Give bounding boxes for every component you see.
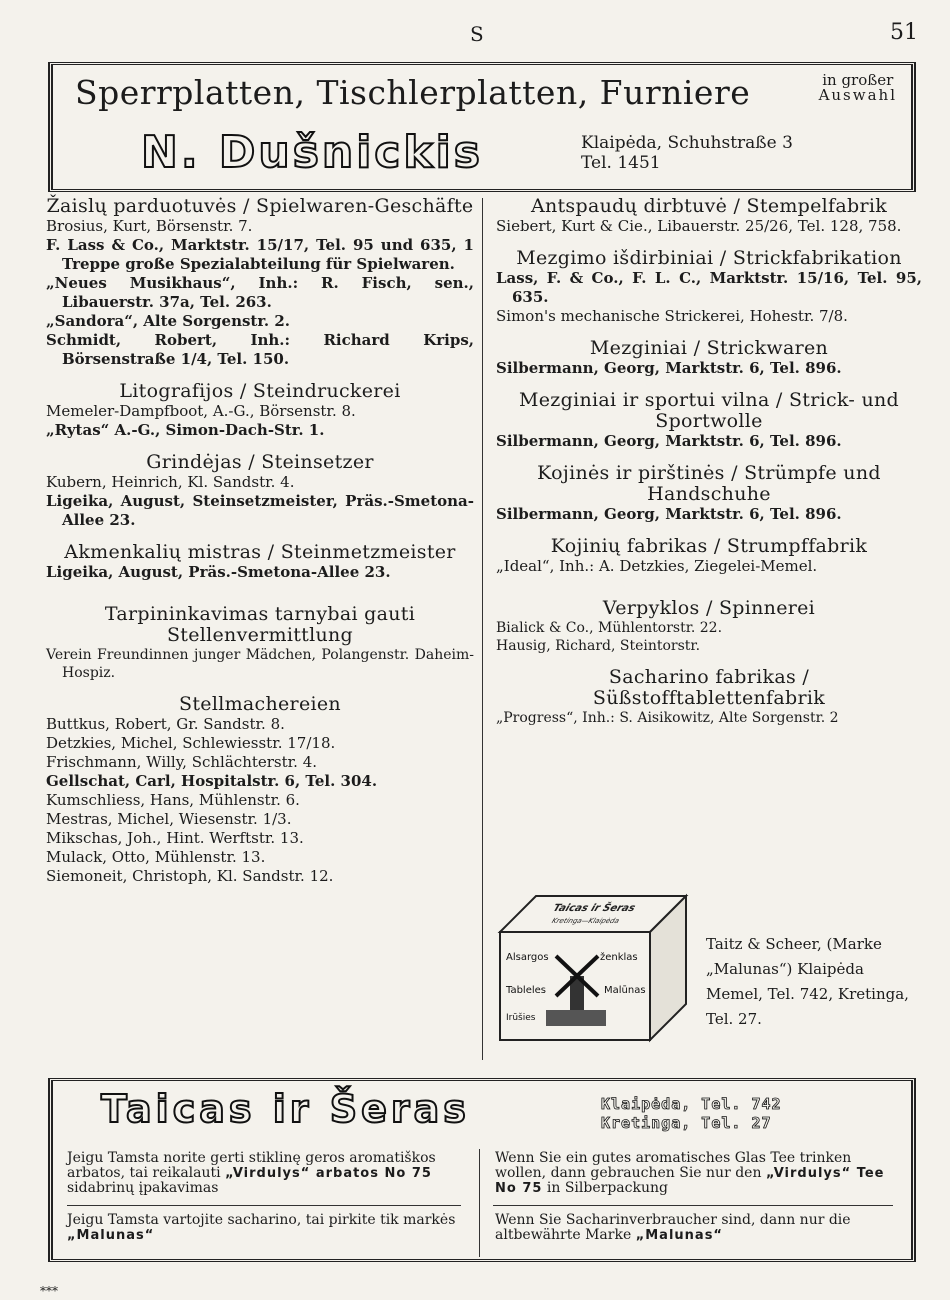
directory-section	[46, 196, 474, 369]
cell-text: Jeigu Tamsta vartojite sacharino, tai pirkite tik markės	[67, 1212, 456, 1228]
section-heading: Antspaudų dirbtuvė / Stempelfabrik	[530, 195, 888, 217]
directory-entry: Kumschliess, Hans, Mühlenstr. 6.	[46, 791, 300, 809]
ad-products-line: Sperrplatten, Tischlerplatten, Furniere	[75, 73, 751, 112]
section-heading: Mezginiai / Strickwaren	[589, 337, 829, 359]
directory-entry: Siemoneit, Christoph, Kl. Sandstr. 12.	[46, 867, 334, 885]
section-heading: Mezginiai ir sportui vilna / Strick- und Sportwolle	[519, 389, 899, 432]
directory-entry: „Neues Musikhaus“, Inh.: R. Fisch, sen., Libauerstr. 37a, Tel. 263.	[46, 274, 474, 311]
left-column	[46, 196, 474, 898]
directory-entry: „Progress“, Inh.: S. Aisikowitz, Alte Sorgenstr. 2	[496, 710, 839, 726]
bottom-ad-phone-line: Kretinga, Tel. 27	[601, 1114, 772, 1132]
directory-entry: Silbermann, Georg, Marktstr. 6, Tel. 896.	[496, 432, 842, 450]
box-ad-text: Taitz & Scheer, (Marke „Malunas“) Klaipėda Memel, Tel. 742, Kretinga, Tel. 27.	[706, 935, 909, 1028]
directory-entry: „Rytas“ A.-G., Simon-Dach-Str. 1.	[46, 421, 325, 439]
directory-section	[496, 463, 922, 524]
directory-section	[46, 542, 474, 582]
cell-text: sidabrinų įpakavimas	[67, 1180, 219, 1196]
footer-mark: ***	[40, 1284, 58, 1298]
section-heading: Žaislų parduotuvės / Spielwaren-Geschäfte	[46, 195, 474, 217]
directory-entry: Brosius, Kurt, Börsenstr. 7.	[46, 217, 253, 235]
cell-brand: „Malunas“	[67, 1228, 155, 1243]
bottom-ad-divider	[479, 1149, 480, 1257]
cell-brand: „Malunas“	[635, 1228, 723, 1243]
directory-entry: Gellschat, Carl, Hospitalstr. 6, Tel. 304.	[46, 772, 378, 790]
directory-entry: „Ideal“, Inh.: A. Detzkies, Ziegelei-Memel.	[496, 557, 818, 575]
directory-section	[496, 196, 922, 236]
directory-entry: Mestras, Michel, Wiesenstr. 1/3.	[46, 810, 292, 828]
bottom-ad-rule	[67, 1205, 461, 1206]
ad-selection-line: in großer	[822, 71, 894, 89]
directory-section	[496, 390, 922, 451]
directory-section	[46, 381, 474, 440]
directory-entry: Kubern, Heinrich, Kl. Sandstr. 4.	[46, 473, 295, 491]
cell-brand: „Virdulys“ Tee No 75	[495, 1166, 885, 1196]
ad-tel-line: Tel. 1451	[581, 153, 661, 173]
section-heading: Tarpininkavimas tarnybai gauti Stellenvermittlung	[104, 603, 416, 646]
directory-entry: F. Lass & Co., Marktstr. 15/17, Tel. 95 und 635, 1 Treppe große Spezialabteilung für Spielwaren.	[46, 236, 474, 273]
bottom-ad-rule	[493, 1205, 893, 1206]
directory-entry: Buttkus, Robert, Gr. Sandstr. 8.	[46, 715, 285, 733]
bottom-ad-cell	[495, 1151, 893, 1196]
section-heading: Kojinės ir pirštinės / Strümpfe und Handschuhe	[537, 462, 881, 505]
saccharin-box-illustration	[496, 892, 690, 1044]
section-heading: Litografijos / Steindruckerei	[119, 380, 401, 402]
directory-entry: Ligeika, August, Präs.-Smetona-Allee 23.	[46, 563, 391, 581]
directory-entry: Lass, F. & Co., F. L. C., Marktstr. 15/16, Tel. 95, 635.	[496, 269, 922, 306]
ad-company-address	[581, 133, 793, 173]
bottom-ad-cell	[495, 1213, 893, 1243]
directory-entry: Schmidt, Robert, Inh.: Richard Krips, Börsenstraße 1/4, Tel. 150.	[46, 331, 474, 368]
ad-company-name: N. Dušnickis	[141, 127, 483, 178]
directory-section	[496, 598, 922, 655]
directory-section	[496, 248, 922, 326]
directory-entry: Silbermann, Georg, Marktstr. 6, Tel. 896.	[496, 505, 842, 523]
directory-section	[46, 694, 474, 886]
directory-entry: Bialick & Co., Mühlentorstr. 22.	[496, 620, 723, 636]
directory-entry: Detzkies, Michel, Schlewiesstr. 17/18.	[46, 734, 336, 752]
directory-entry: Siebert, Kurt & Cie., Libauerstr. 25/26, Tel. 128, 758.	[496, 217, 902, 235]
directory-entry: Simon's mechanische Strickerei, Hohestr. 7/8.	[496, 307, 848, 325]
directory-entry: Frischmann, Willy, Schlächterstr. 4.	[46, 753, 318, 771]
box-lid-brand: Taicas ir Šeras	[551, 902, 637, 914]
directory-section	[46, 604, 474, 682]
box-label: Irūšies	[506, 1013, 536, 1023]
directory-section	[496, 338, 922, 378]
section-heading: Kojinių fabrikas / Strumpffabrik	[550, 535, 868, 557]
ad-address-line: Klaipėda, Schuhstraße 3	[581, 133, 793, 153]
directory-entry: Hausig, Richard, Steintorstr.	[496, 638, 701, 654]
directory-entry: Silbermann, Georg, Marktstr. 6, Tel. 896.	[496, 359, 842, 377]
bottom-ad-cell	[67, 1213, 463, 1243]
box-label: ženklas	[600, 952, 638, 963]
ad-selection-line: Auswahl	[818, 86, 897, 104]
bottom-ad-phones	[601, 1095, 782, 1133]
cell-text: Wenn Sie Sacharinverbraucher sind, dann nur die altbewährte Marke	[495, 1212, 851, 1243]
section-heading: Sacharino fabrikas / Süßstofftablettenfabrik	[592, 666, 826, 709]
box-label: Alsargos	[506, 952, 549, 963]
right-column	[496, 196, 922, 739]
section-heading: Mezgimo išdirbiniai / Strickfabrikation	[516, 247, 902, 269]
column-divider	[482, 198, 483, 1060]
page-number: 51	[890, 20, 918, 45]
section-heading: Grindėjas / Steinsetzer	[146, 451, 374, 473]
cell-text: in Silberpackung	[542, 1180, 668, 1196]
bottom-ad-phone-line: Klaipėda, Tel. 742	[601, 1095, 782, 1113]
box-label: Malūnas	[604, 985, 646, 996]
box-label: Tableles	[506, 985, 546, 996]
section-heading: Verpyklos / Spinnerei	[602, 597, 816, 619]
section-heading: Stellmachereien	[179, 693, 341, 715]
directory-entry: Memeler-Dampfboot, A.-G., Börsenstr. 8.	[46, 402, 356, 420]
cell-text: Jeigu Tamsta norite gerti stiklinę geros aromatiškos arbatos, tai reikalauti	[67, 1150, 436, 1181]
section-heading: Akmenkalių mistras / Steinmetzmeister	[64, 541, 456, 563]
directory-entry: Verein Freundinnen junger Mädchen, Polangenstr. Daheim-Hospiz.	[46, 647, 474, 681]
directory-section	[496, 536, 922, 576]
directory-entry: Ligeika, August, Steinsetzmeister, Präs.-Smetona-Allee 23.	[46, 492, 474, 529]
section-letter: S	[470, 22, 484, 46]
box-lid-towns: Kretinga—Klaipėda	[550, 916, 621, 925]
directory-entry: „Sandora“, Alte Sorgenstr. 2.	[46, 312, 290, 330]
cell-brand: „Virdulys“ arbatos No 75	[225, 1166, 432, 1181]
directory-section	[496, 667, 922, 727]
top-advertisement	[48, 62, 916, 192]
bottom-ad-cell	[67, 1151, 463, 1196]
directory-entry: Mikschas, Joh., Hint. Werftstr. 13.	[46, 829, 304, 847]
directory-entry: Mulack, Otto, Mühlenstr. 13.	[46, 848, 266, 866]
cell-text: Wenn Sie ein gutes aromatisches Glas Tee trinken wollen, dann gebrauchen Sie nur den	[495, 1150, 852, 1181]
bottom-advertisement	[48, 1078, 916, 1262]
bottom-ad-company-name: Taicas ir Šeras	[101, 1087, 470, 1131]
ad-selection-note	[819, 73, 897, 103]
directory-section	[46, 452, 474, 530]
